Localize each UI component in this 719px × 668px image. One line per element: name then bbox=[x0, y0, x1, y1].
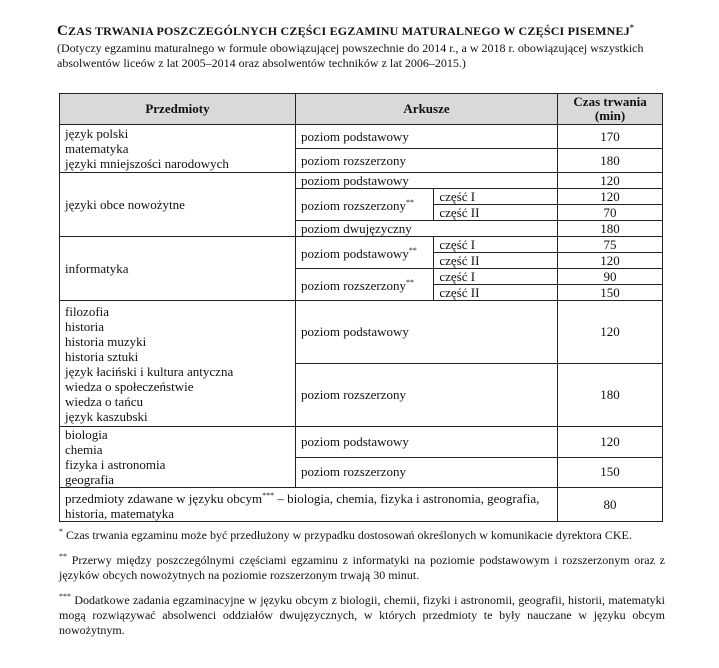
level-cell: poziom podstawowy bbox=[295, 173, 557, 189]
part-cell: część II bbox=[434, 285, 558, 301]
footnote-mark: * bbox=[629, 23, 635, 32]
level-cell: poziom rozszerzony bbox=[295, 457, 557, 488]
table-row bbox=[60, 173, 663, 189]
time-cell: 90 bbox=[558, 269, 663, 285]
subject-cell: języki obce nowożytne bbox=[60, 173, 296, 237]
table-row bbox=[60, 125, 663, 149]
footnote-mark: *** bbox=[59, 592, 71, 601]
header-sheets: Arkusze bbox=[295, 94, 557, 125]
time-cell: 150 bbox=[558, 285, 663, 301]
subject-cell: przedmioty zdawane w języku obcym*** – biologia, chemia, fizyka i astronomia, geografia, historia, matematyka bbox=[60, 488, 558, 522]
subject-cell: język polski matematyka języki mniejszości narodowych bbox=[60, 125, 296, 173]
time-cell: 120 bbox=[558, 189, 663, 205]
part-cell: część II bbox=[434, 205, 558, 221]
time-cell: 180 bbox=[558, 149, 663, 173]
part-cell: część I bbox=[434, 237, 558, 253]
level-cell: poziom dwujęzyczny bbox=[295, 221, 557, 237]
header-time: Czas trwania (min) bbox=[558, 94, 663, 125]
table-row bbox=[60, 427, 663, 458]
table-header-row bbox=[60, 94, 663, 125]
time-cell: 120 bbox=[558, 253, 663, 269]
document-page bbox=[57, 18, 667, 71]
footnote: ** Przerwy między poszczególnymi częściami egzaminu z informatyki na poziomie podstawowym i rozszerzonym oraz z języków obcych nowożytnych na poziomie rozszerzonym trwają 30 minut. bbox=[59, 552, 665, 582]
footnote-mark: ** bbox=[59, 552, 67, 561]
level-cell: poziom podstawowy bbox=[295, 427, 557, 458]
page-title: CZAS TRWANIA POSZCZEGÓLNYCH CZĘŚCI EGZAMINU MATURALNEGO W CZĘŚCI PISEMNEJ* bbox=[57, 23, 635, 39]
level-cell: poziom podstawowy** bbox=[295, 237, 433, 269]
subject-cell: biologia chemia fizyka i astronomia geografia bbox=[60, 427, 296, 488]
time-cell: 180 bbox=[558, 221, 663, 237]
table-row bbox=[60, 488, 663, 522]
part-cell: część I bbox=[434, 189, 558, 205]
time-cell: 120 bbox=[558, 301, 663, 364]
footnote: *** Dodatkowe zadania egzaminacyjne w języku obcym z biologii, chemii, fizyki i astronomii, geografii, historii, matematyki mogą rozwiązywać absolwenci oddziałów dwujęzycznych, w których przedmioty te były nauczane w języku obcym nowożytnym. bbox=[59, 592, 665, 637]
subject-cell: filozofia historia historia muzyki historia sztuki język łaciński i kultura antyczna wiedza o społeczeństwie wiedza o tańcu język kaszubski bbox=[60, 301, 296, 427]
level-cell: poziom podstawowy bbox=[295, 301, 557, 364]
time-cell: 180 bbox=[558, 364, 663, 427]
footnote-mark: ** bbox=[406, 198, 414, 207]
table-row bbox=[60, 301, 663, 364]
level-cell: poziom rozszerzony bbox=[295, 364, 557, 427]
level-cell: poziom rozszerzony bbox=[295, 149, 557, 173]
header-subjects: Przedmioty bbox=[60, 94, 296, 125]
time-cell: 170 bbox=[558, 125, 663, 149]
page-title-text: ZAS TRWANIA POSZCZEGÓLNYCH CZĘŚCI EGZAMINU MATURALNEGO W CZĘŚCI PISEMNEJ bbox=[68, 24, 630, 38]
footnote-mark: ** bbox=[408, 246, 417, 255]
subject-cell: informatyka bbox=[60, 237, 296, 301]
part-cell: część II bbox=[434, 253, 558, 269]
table-row bbox=[60, 237, 663, 253]
time-cell: 120 bbox=[558, 427, 663, 458]
part-cell: część I bbox=[434, 269, 558, 285]
time-cell: 75 bbox=[558, 237, 663, 253]
time-cell: 150 bbox=[558, 457, 663, 488]
time-cell: 70 bbox=[558, 205, 663, 221]
footnote-mark: ** bbox=[406, 278, 414, 287]
footnotes bbox=[59, 524, 665, 644]
footnote-mark: *** bbox=[262, 491, 275, 500]
page-subtitle: (Dotyczy egzaminu maturalnego w formule obowiązującej powszechnie do 2014 r., a w 2018 r. obowiązującej wszystkich absolwentów liceów z lat 2005–2014 oraz absolwentów techników z lat 2006–2015.) bbox=[57, 41, 644, 70]
footnote: * Czas trwania egzaminu może być przedłużony w przypadku dostosowań określonych w komunikacie dyrektora CKE. bbox=[59, 527, 632, 542]
time-cell: 120 bbox=[558, 173, 663, 189]
exam-duration-table bbox=[59, 93, 663, 522]
time-cell: 80 bbox=[558, 488, 663, 522]
footnote-mark: * bbox=[59, 527, 63, 536]
level-cell: poziom rozszerzony** bbox=[295, 189, 433, 221]
level-cell: poziom podstawowy bbox=[295, 125, 557, 149]
level-cell: poziom rozszerzony** bbox=[295, 269, 433, 301]
